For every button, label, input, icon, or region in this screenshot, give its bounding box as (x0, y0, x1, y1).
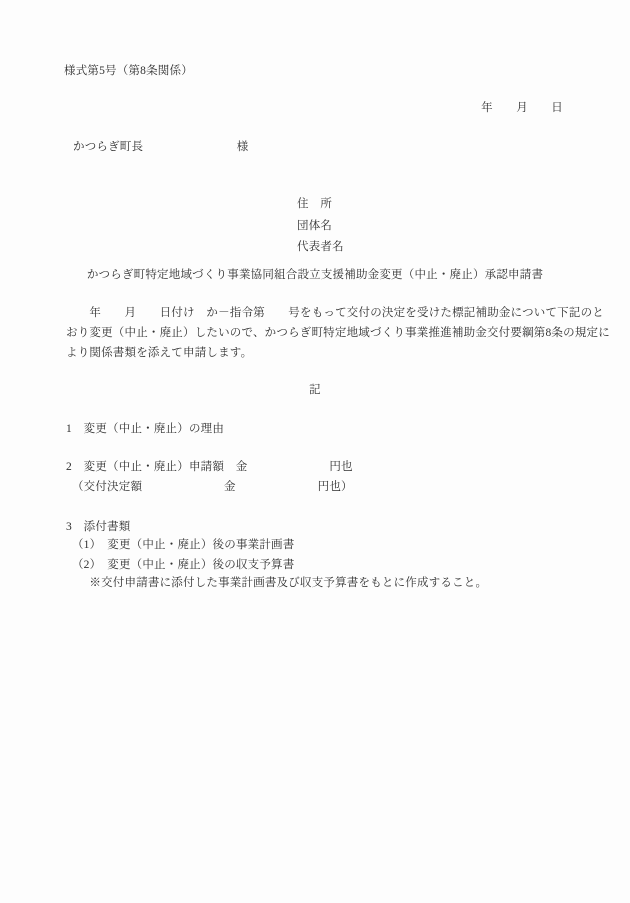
attachment-1-business-plan: （1） 変更（中止・廃止）後の事業計画書 (66, 539, 295, 551)
list-item-2-decided-amount: （交付決定額 金 円也） (66, 481, 353, 493)
body-line-3: より関係書類を添えて申請します。 (66, 347, 253, 359)
addressee-line: かつらぎ町長 様 (73, 141, 249, 153)
list-item-3-attachments: 3 添付書類 (66, 521, 131, 533)
attachment-2-budget: （2） 変更（中止・廃止）後の収支予算書 (66, 559, 295, 571)
document-title: かつらぎ町特定地域づくり事業協同組合設立支援補助金変更（中止・廃止）承認申請書 (86, 269, 544, 281)
representative-label: 代表者名 (297, 241, 344, 253)
attachment-note: ※交付申請書に添付した事業計画書及び収支予算書をもとに作成すること。 (66, 577, 488, 589)
list-item-1-reason: 1 変更（中止・廃止）の理由 (66, 423, 225, 435)
form-number: 様式第5号（第8条関係） (64, 65, 193, 77)
list-item-2-amount: 2 変更（中止・廃止）申請額 金 円也 (66, 461, 353, 473)
organization-label: 団体名 (297, 220, 333, 232)
body-line-2: おり変更（中止・廃止）したいので、かつらぎ町特定地域づくり事業推進補助金交付要綱第8条の規定に (66, 327, 610, 339)
record-marker: 記 (309, 384, 321, 396)
body-line-1: 年 月 日付け か－指令第 号をもって交付の決定を受けた標記補助金について下記のと (66, 307, 604, 319)
address-label: 住 所 (297, 198, 333, 210)
date-line: 年 月 日 (481, 102, 563, 114)
